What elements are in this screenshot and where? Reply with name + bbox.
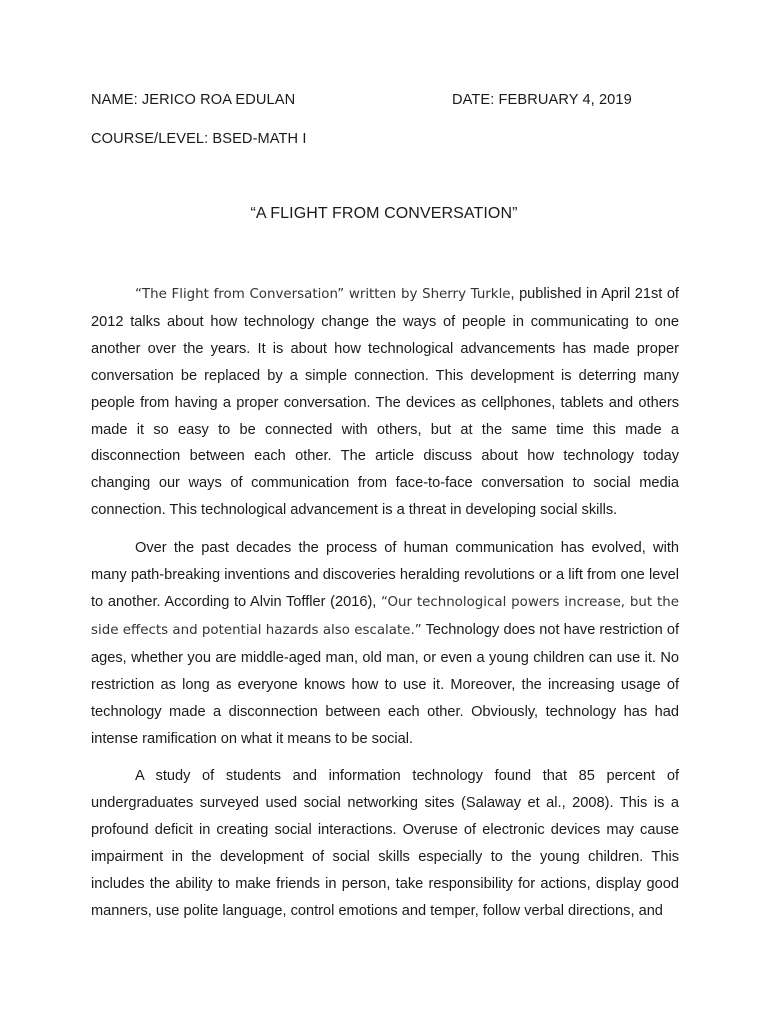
header-row-name-date [91,92,681,108]
paragraph-2-after: Technology does not have restriction of ages, whether you are middle-aged man, old man, or even a young children can use it. No restriction as long as everyone knows how to use it. Moreover, the increasing usage of technology made a disconnection between each other. Obviously, technology has had intense ramification on what it means to be social. [91,621,679,747]
paragraph-1 [91,281,679,524]
paragraph-2-before: Over the past decades the process of human communication has evolved, with many path-breaking inventions and discoveries heralding revolutions or a lift from one level to another. According to Alvin Toffler (2016), [91,540,679,610]
paragraph-1-quote: “The Flight from Conversation” written by Sherry Turkle [135,287,511,302]
paragraph-2-quote: “Our technological powers increase, but the side effects and potential hazards also escalate.” [91,594,679,638]
course-level: COURSE/LEVEL: BSED-MATH I [91,131,307,147]
paragraph-2 [91,535,679,752]
paragraph-3-text: A study of students and information technology found that 85 percent of undergraduates surveyed used social networking sites (Salaway et al., 2008). This is a profound deficit in creating social interactions. Overuse of electronic devices may cause impairment in the development of social skills especially to the young children. This includes the ability to make friends in person, take responsibility for actions, display good manners, use polite language, control emotions and temper, follow verbal directions, and [91,768,679,919]
paragraph-3 [91,763,679,924]
submission-date: DATE: FEBRUARY 4, 2019 [452,92,632,108]
essay-title: “A FLIGHT FROM CONVERSATION” [250,205,518,222]
essay-body [91,281,679,936]
student-name: NAME: JERICO ROA EDULAN [91,92,296,108]
paragraph-1-text: , published in April 21st of 2012 talks about how technology change the ways of people in communicating to one another over the years. It is about how technological advancements has made proper conversation be replaced by a simple connection. This development is deterring many people from having a proper conversation. The devices as cellphones, tablets and others made it so easy to be connected with others, but at the same time this made a disconnection between each other. The article discuss about how technology today changing our ways of communication from face-to-face conversation to social media connection. This technological advancement is a threat in developing social skills. [91,286,679,519]
